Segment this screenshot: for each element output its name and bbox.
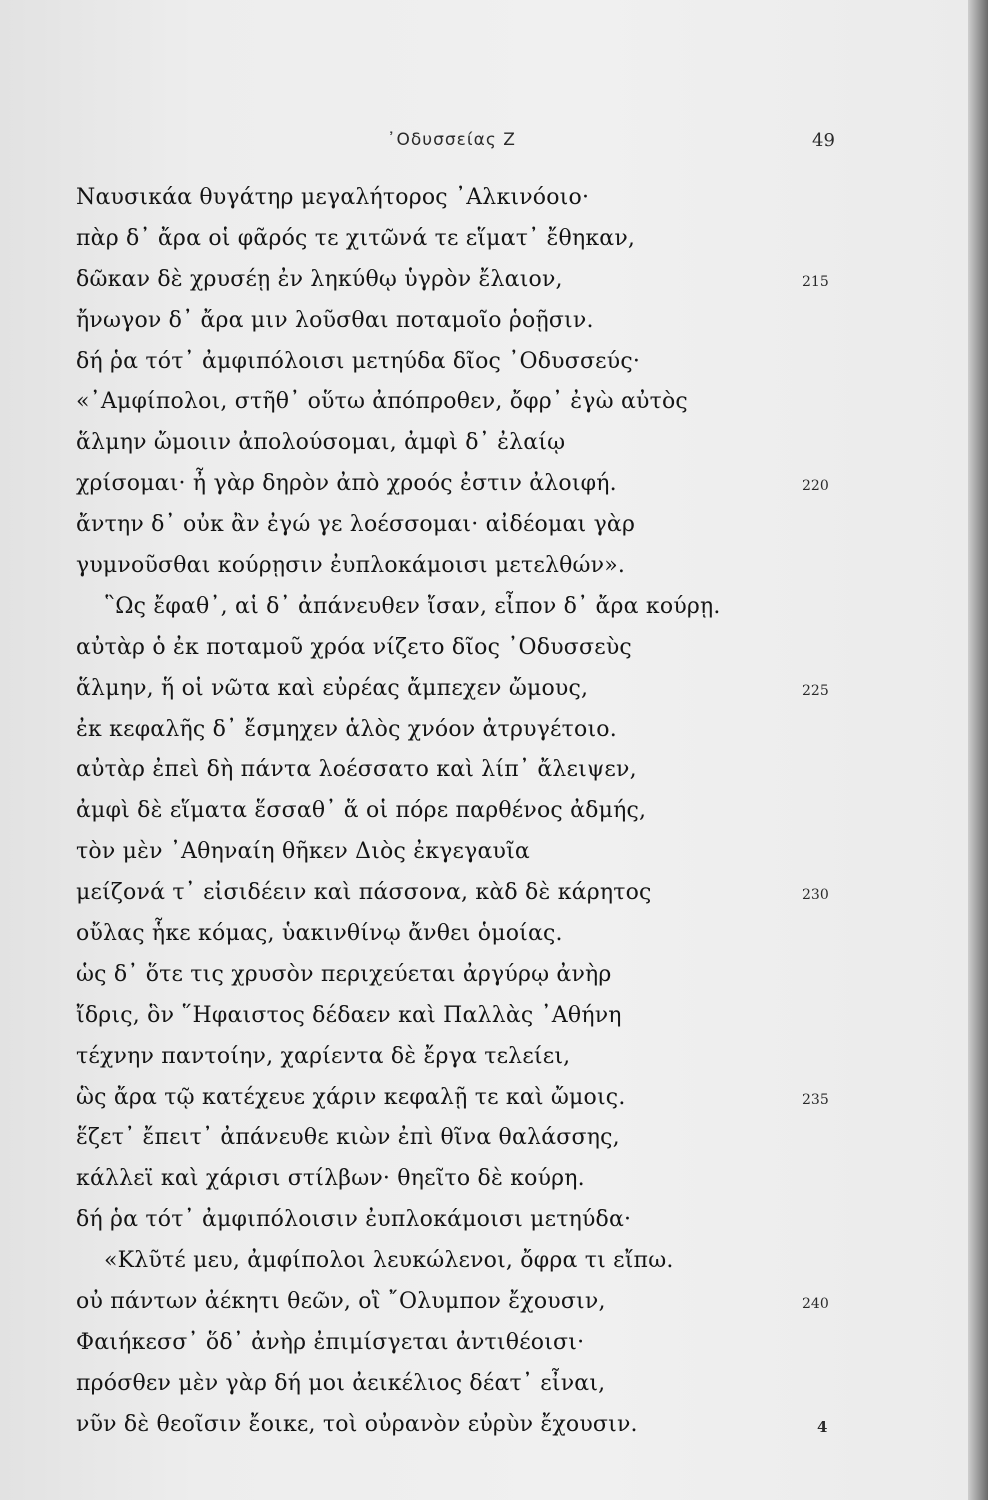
verse-line (76, 1241, 856, 1282)
verse-line (76, 914, 856, 955)
verse-text: ἐκ κεφαλῆς δ᾽ ἔσμηχεν ἁλὸς χνόον ἀτρυγέτοιο. (76, 716, 617, 742)
verse-line (76, 178, 856, 219)
verse-line (76, 260, 856, 301)
verse-line (76, 1323, 856, 1364)
verse-text: γυμνοῦσθαι κούρῃσιν ἐυπλοκάμοισι μετελθών». (76, 553, 626, 579)
verse-text: αὐτὰρ ἐπεὶ δὴ πάντα λοέσσατο καὶ λίπ᾽ ἄλειψεν, (76, 757, 637, 783)
verse-line (76, 710, 856, 751)
verse-text: ἅλμην ὤμοιιν ἀπολούσομαι, ἀμφὶ δ᾽ ἐλαίῳ (76, 430, 566, 456)
page-number: 49 (812, 130, 835, 151)
verse-text: ῝Ως ἔφαθ᾽, αἱ δ᾽ ἀπάνευθεν ἴσαν, εἶπον δ᾽ ἄρα κούρῃ. (104, 593, 721, 619)
verse-line (76, 1118, 856, 1159)
line-number: 240 (802, 1296, 829, 1313)
verse-line (76, 1364, 856, 1405)
verse-text: ἅλμην, ἥ οἱ νῶτα καὶ εὐρέας ἄμπεχεν ὤμους, (76, 675, 589, 701)
verse-line (76, 505, 856, 546)
verse-line (76, 464, 856, 505)
verse-text: ὣς ἄρα τῷ κατέχευε χάριν κεφαλῇ τε καὶ ὤμοις. (76, 1084, 626, 1110)
verse-line (76, 1200, 856, 1241)
verse-line (76, 873, 856, 914)
verse-text: ὡς δ᾽ ὅτε τις χρυσὸν περιχεύεται ἀργύρῳ ἀνὴρ (76, 961, 612, 987)
verse-text: πὰρ δ᾽ ἄρα οἱ φᾶρός τε χιτῶνά τε εἵματ᾽ ἔθηκαν, (76, 225, 636, 251)
verse-text: πρόσθεν μὲν γὰρ δή μοι ἀεικέλιος δέατ᾽ εἶναι, (76, 1370, 606, 1396)
verse-line (76, 382, 856, 423)
verse-line (76, 750, 856, 791)
printer-signature: 4 (817, 1418, 828, 1436)
verse-text: Ναυσικάα θυγάτηρ μεγαλήτορος ᾽Αλκινόοιο· (76, 185, 590, 210)
verse-text: οὐ πάντων ἀέκητι θεῶν, οἳ ῎Ολυμπον ἔχουσιν, (76, 1289, 606, 1315)
line-number: 220 (802, 478, 829, 495)
verse-line (76, 219, 856, 260)
verse-line (76, 996, 856, 1037)
verse-line (76, 423, 856, 464)
verse-line (76, 587, 856, 628)
verse-text: ἴδρις, ὃν ῞Ηφαιστος δέδαεν καὶ Παλλὰς ᾽Αθήνη (76, 1002, 622, 1028)
verse-line (76, 669, 856, 710)
line-number: 235 (802, 1091, 829, 1108)
verse-line (76, 342, 856, 383)
verse-text: ἕζετ᾽ ἔπειτ᾽ ἀπάνευθε κιὼν ἐπὶ θῖνα θαλάσσης, (76, 1125, 620, 1151)
verse-text: μείζονά τ᾽ εἰσιδέειν καὶ πάσσονα, κὰδ δὲ κάρητος (76, 880, 652, 906)
verse-text: κάλλεϊ καὶ χάρισι στίλβων· θηεῖτο δὲ κούρη. (76, 1166, 585, 1192)
verse-text: Φαιήκεσσ᾽ ὅδ᾽ ἀνὴρ ἐπιμίσγεται ἀντιθέοισι· (76, 1329, 585, 1355)
verse-text: τὸν μὲν ᾽Αθηναίη θῆκεν Διὸς ἐκγεγαυῖα (76, 839, 530, 865)
verse-text: δῶκαν δὲ χρυσέῃ ἐν ληκύθῳ ὑγρὸν ἔλαιον, (76, 266, 563, 292)
verse-text: ἀμφὶ δὲ εἵματα ἕσσαθ᾽ ἅ οἱ πόρε παρθένος ἀδμής, (76, 798, 647, 824)
verse-text: «᾽Αμφίπολοι, στῆθ᾽ οὕτω ἀπόπροθεν, ὄφρ᾽ ἐγὼ αὐτὸς (76, 389, 688, 415)
running-title: ᾽Οδυσσείας Ζ (387, 130, 516, 150)
verse-line (76, 791, 856, 832)
verse-text: δή ῥα τότ᾽ ἀμφιπόλοισι μετηύδα δῖος ᾽Οδυσσεύς· (76, 348, 641, 374)
line-number: 225 (802, 682, 829, 699)
verse-text: αὐτὰρ ὁ ἐκ ποταμοῦ χρόα νίζετο δῖος ᾽Οδυσσεὺς (76, 634, 632, 660)
line-number: 215 (802, 273, 829, 290)
page-header (0, 130, 968, 160)
verse-line (76, 832, 856, 873)
verse-line (76, 301, 856, 342)
verse-line (76, 1078, 856, 1119)
verse-text: οὔλας ἧκε κόμας, ὑακινθίνῳ ἄνθει ὁμοίας. (76, 921, 563, 947)
verse-line (76, 1282, 856, 1323)
verse-line (76, 1037, 856, 1078)
verse-line (76, 1159, 856, 1200)
poem-text (76, 178, 856, 1446)
verse-text: δή ῥα τότ᾽ ἀμφιπόλοισιν ἐυπλοκάμοισι μετηύδα· (76, 1207, 632, 1233)
verse-text: νῦν δὲ θεοῖσιν ἔοικε, τοὶ οὐρανὸν εὐρὺν ἔχουσιν. (76, 1411, 638, 1437)
verse-line (76, 1405, 856, 1446)
line-number: 230 (802, 887, 829, 904)
verse-text: ἤνωγον δ᾽ ἄρα μιν λοῦσθαι ποταμοῖο ῥοῇσιν. (76, 307, 594, 333)
verse-text: «Κλῦτέ μευ, ἀμφίπολοι λευκώλενοι, ὄφρα τι εἴπω. (104, 1248, 674, 1274)
verse-text: χρίσομαι· ἦ γὰρ δηρὸν ἀπὸ χροός ἐστιν ἀλοιφή. (76, 471, 617, 497)
book-edge (968, 0, 988, 1500)
verse-text: τέχνην παντοίην, χαρίεντα δὲ ἔργα τελείει, (76, 1043, 571, 1069)
verse-line (76, 955, 856, 996)
verse-text: ἄντην δ᾽ οὐκ ἂν ἐγώ γε λοέσσομαι· αἰδέομαι γὰρ (76, 512, 636, 538)
verse-line (76, 546, 856, 587)
verse-line (76, 628, 856, 669)
